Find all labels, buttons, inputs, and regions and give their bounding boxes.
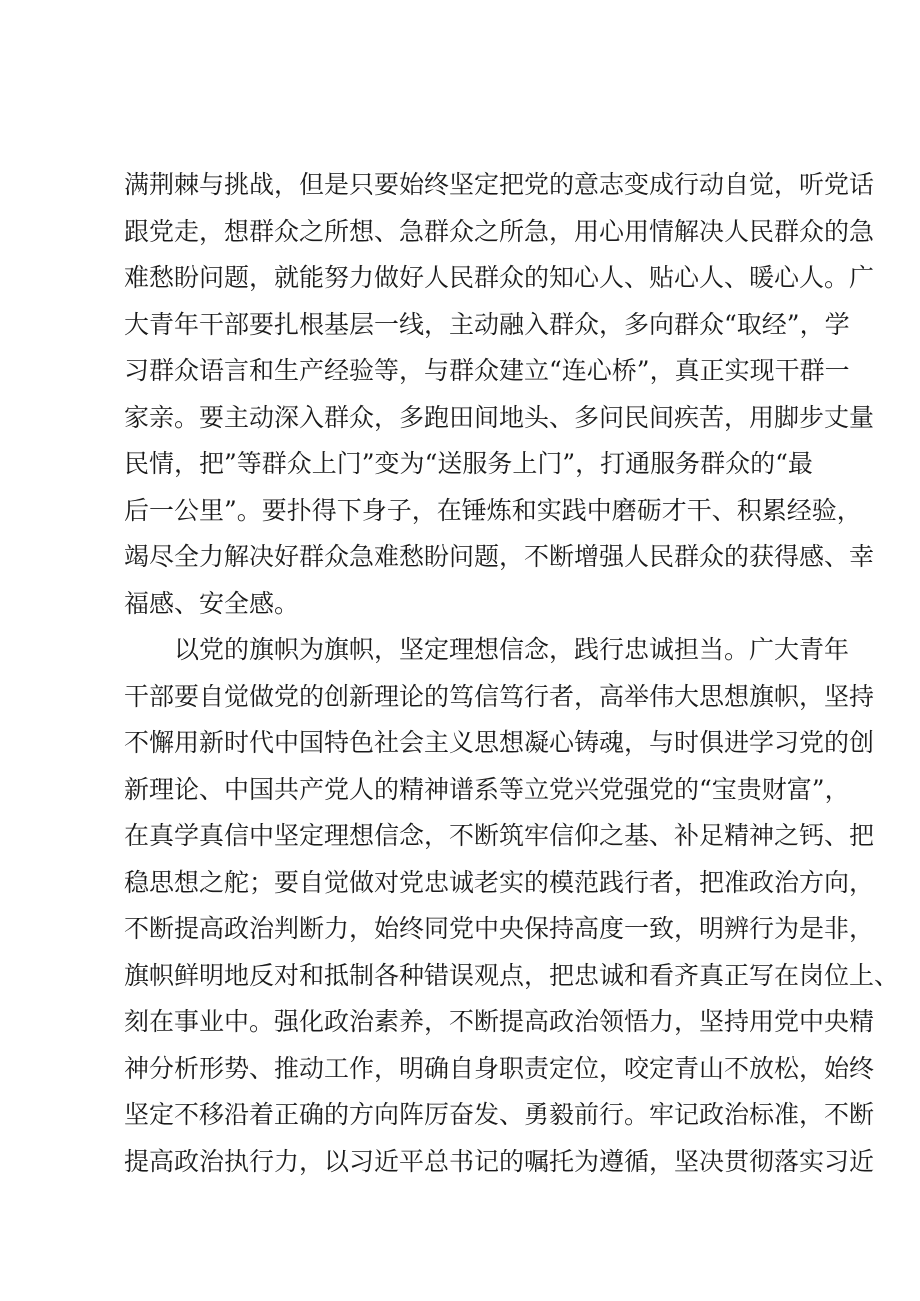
text-line: 稳思想之舵；要自觉做对党忠诚老实的模范践行者，把准政治方向，	[124, 867, 875, 897]
text-line: 提高政治执行力，以习近平总书记的嘱托为遵循，坚决贯彻落实习近	[124, 1146, 875, 1176]
paragraph-1	[124, 162, 875, 627]
text-line: 不懈用新时代中国特色社会主义思想凝心铸魂，与时俱进学习党的创	[124, 728, 875, 757]
text-line: 神分析形势、推动工作，明确自身职责定位，咬定青山不放松，始终	[124, 1053, 875, 1083]
body-text	[124, 162, 900, 1185]
text-line: 大青年干部要扎根基层一线，主动融入群众，多向群众“取经”，学	[124, 309, 850, 339]
text-line: 民情，把”等群众上门”变为“送服务上门”，打通服务群众的“最	[124, 449, 813, 478]
text-line: 习群众语言和生产经验等，与群众建立“连心桥”，真正实现干群一	[124, 356, 850, 385]
text-line: 家亲。要主动深入群众，多跑田间地头、多问民间疾苦，用脚步丈量	[124, 402, 875, 432]
text-line: 刻在事业中。强化政治素养，不断提高政治领悟力，坚持用党中央精	[124, 1007, 875, 1036]
text-line: 竭尽全力解决好群众急难愁盼问题，不断增强人民群众的获得感、幸	[124, 542, 875, 571]
text-line: 不断提高政治判断力，始终同党中央保持高度一致，明辨行为是非，	[124, 914, 875, 943]
text-line: 旗帜鲜明地反对和抵制各种错误观点，把忠诚和看齐真正写在岗位上、	[124, 960, 900, 990]
text-line: 难愁盼问题，就能努力做好人民群众的知心人、贴心人、暖心人。广	[124, 263, 875, 292]
text-line: 后一公里”。要扑得下身子，在锤炼和实践中磨砺才干、积累经验，	[124, 495, 862, 525]
text-line: 坚定不移沿着正确的方向阵厉奋发、勇毅前行。牢记政治标准，不断	[124, 1100, 875, 1129]
text-line: 福感、安全感。	[124, 588, 300, 618]
text-line: 干部要自觉做党的创新理论的笃信笃行者，高举伟大思想旗帜，坚持	[124, 681, 875, 711]
text-line: 跟党走，想群众之所想、急群众之所急，用心用情解决人民群众的急	[124, 216, 875, 246]
paragraph-2	[124, 627, 900, 1185]
text-line: 以党的旗帜为旗帜，坚定理想信念，践行忠诚担当。广大青年	[174, 635, 850, 664]
text-line: 满荆棘与挑战，但是只要始终坚定把党的意志变成行动自觉，听党话	[124, 170, 875, 199]
text-line: 新理论、中国共产党人的精神谱系等立党兴党强党的“宝贵财富”，	[124, 774, 850, 804]
text-line: 在真学真信中坚定理想信念，不断筑牢信仰之基、补足精神之钙、把	[124, 821, 875, 850]
